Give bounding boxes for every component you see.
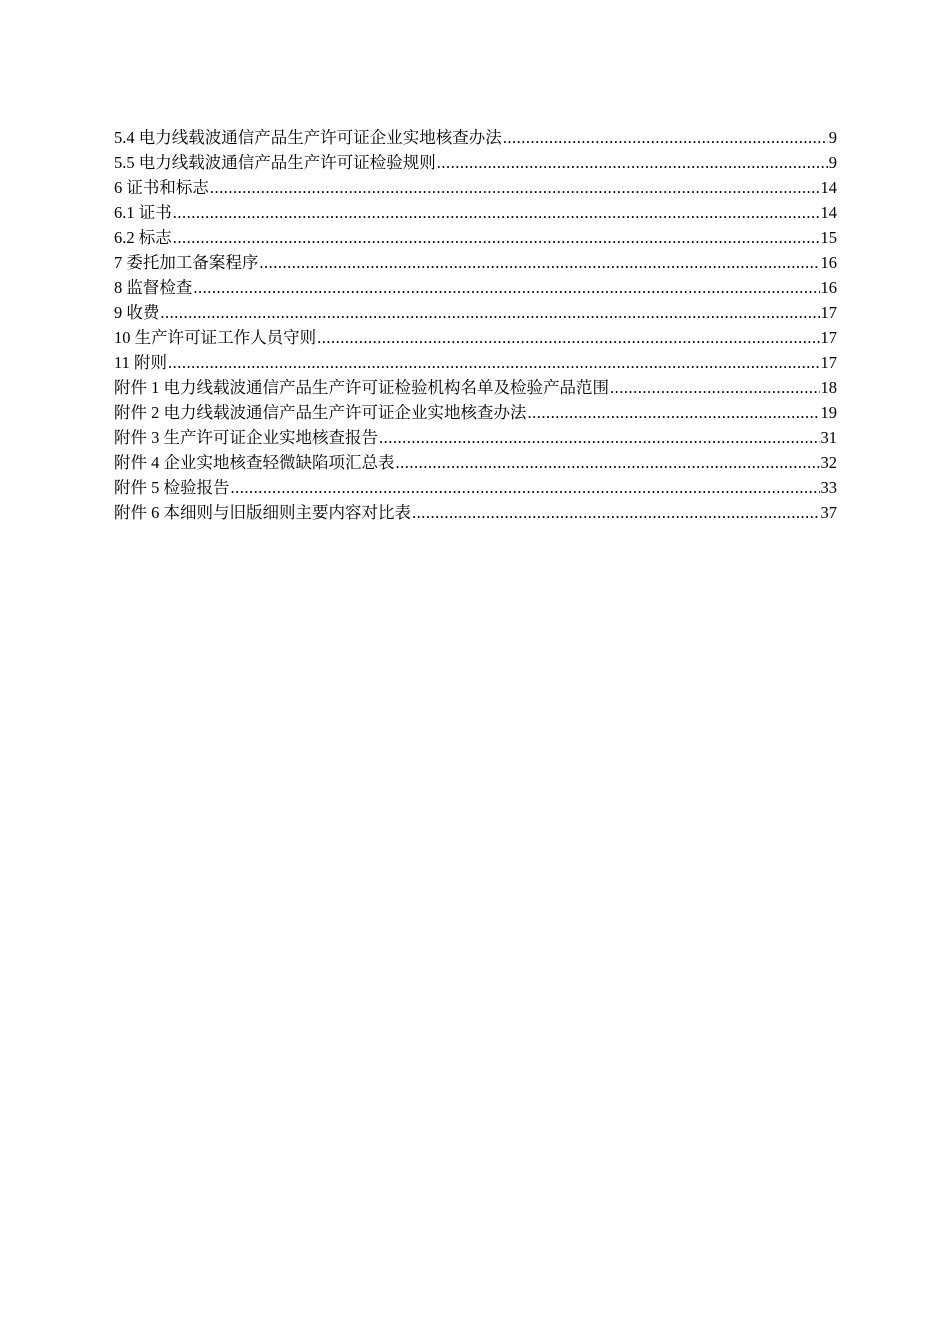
toc-entry[interactable] (114, 425, 837, 450)
toc-entry-page: 37 (820, 503, 837, 522)
toc-entry-title: 6.2 标志 (114, 228, 172, 247)
toc-entry[interactable] (114, 250, 837, 275)
toc-entry-page: 16 (820, 278, 837, 297)
toc-entry-page: 16 (820, 253, 837, 272)
toc-entry[interactable] (114, 200, 837, 225)
toc-entry-title: 附件 1 电力线载波通信产品生产许可证检验机构名单及检验产品范围 (114, 378, 609, 397)
toc-entry-page: 31 (820, 428, 837, 447)
toc-entry[interactable] (114, 225, 837, 250)
toc-entry-title: 9 收费 (114, 303, 160, 322)
toc-entry[interactable] (114, 375, 837, 400)
toc-entry[interactable] (114, 275, 837, 300)
toc-entry[interactable] (114, 400, 837, 425)
toc-dot-leader (379, 425, 820, 450)
toc-entry[interactable] (114, 350, 837, 375)
toc-dot-leader (231, 475, 820, 500)
toc-entry-title: 10 生产许可证工作人员守则 (114, 328, 317, 347)
toc-entry-page: 14 (820, 203, 837, 222)
toc-entry-title: 6.1 证书 (114, 203, 172, 222)
toc-dot-leader (173, 200, 820, 225)
toc-dot-leader (396, 450, 820, 475)
toc-entry[interactable] (114, 125, 837, 150)
toc-entry-title: 附件 6 本细则与旧版细则主要内容对比表 (114, 503, 411, 522)
toc-entry-page: 15 (820, 228, 837, 247)
toc-entry[interactable] (114, 150, 837, 175)
toc-entry-page: 17 (820, 303, 837, 322)
toc-entry-title: 5.5 电力线载波通信产品生产许可证检验规则 (114, 153, 436, 172)
toc-entry-page: 18 (820, 378, 837, 397)
toc-dot-leader (168, 350, 819, 375)
toc-dot-leader (437, 150, 828, 175)
toc-entry-page: 33 (820, 478, 837, 497)
toc-dot-leader (210, 175, 820, 200)
table-of-contents (114, 125, 837, 525)
toc-dot-leader (503, 125, 828, 150)
toc-entry-title: 5.4 电力线载波通信产品生产许可证企业实地核查办法 (114, 128, 502, 147)
toc-entry[interactable] (114, 500, 837, 525)
toc-dot-leader (160, 300, 819, 325)
toc-entry-title: 附件 2 电力线载波通信产品生产许可证企业实地核查办法 (114, 403, 527, 422)
toc-dot-leader (528, 400, 820, 425)
toc-dot-leader (610, 375, 820, 400)
toc-dot-leader (259, 250, 819, 275)
toc-entry-page: 17 (820, 353, 837, 372)
toc-entry-title: 附件 5 检验报告 (114, 478, 230, 497)
toc-dot-leader (193, 275, 819, 300)
toc-dot-leader (173, 225, 820, 250)
toc-entry[interactable] (114, 475, 837, 500)
toc-entry[interactable] (114, 325, 837, 350)
toc-entry[interactable] (114, 300, 837, 325)
toc-entry-title: 11 附则 (114, 353, 168, 372)
toc-entry[interactable] (114, 175, 837, 200)
toc-entry[interactable] (114, 450, 837, 475)
toc-dot-leader (412, 500, 820, 525)
toc-entry-title: 7 委托加工备案程序 (114, 253, 259, 272)
toc-entry-title: 6 证书和标志 (114, 178, 209, 197)
toc-entry-page: 17 (820, 328, 837, 347)
toc-entry-page: 32 (820, 453, 837, 472)
toc-entry-page: 9 (828, 153, 837, 172)
toc-entry-page: 14 (820, 178, 837, 197)
toc-entry-page: 19 (820, 403, 837, 422)
toc-entry-page: 9 (828, 128, 837, 147)
toc-dot-leader (317, 325, 819, 350)
toc-entry-title: 8 监督检查 (114, 278, 193, 297)
toc-entry-title: 附件 4 企业实地核查轻微缺陷项汇总表 (114, 453, 395, 472)
toc-entry-title: 附件 3 生产许可证企业实地核查报告 (114, 428, 378, 447)
